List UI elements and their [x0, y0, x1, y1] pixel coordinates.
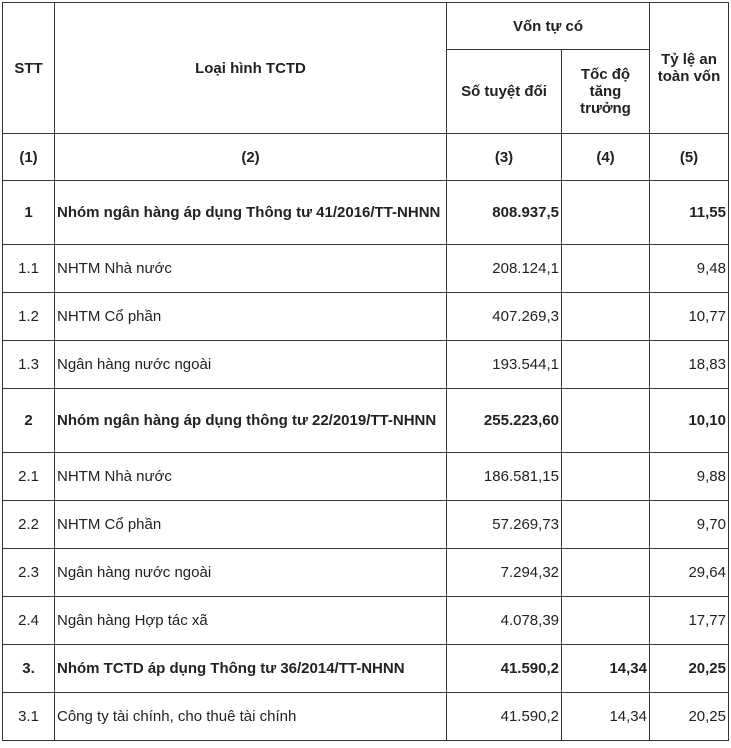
row-name: Ngân hàng nước ngoài: [55, 549, 447, 597]
row-absolute: 57.269,73: [447, 501, 562, 549]
table-row: [3, 501, 729, 549]
row-absolute: 41.590,2: [447, 693, 562, 741]
header-car: Tỷ lệ an toàn vốn: [650, 3, 729, 134]
header-growth: Tốc độ tăng trưởng: [562, 50, 650, 134]
row-stt: 1.2: [3, 293, 55, 341]
row-growth: [562, 389, 650, 453]
column-number: (5): [650, 134, 729, 181]
row-name: Nhóm ngân hàng áp dụng thông tư 22/2019/TT-NHNN: [55, 389, 447, 453]
table-row: [3, 389, 729, 453]
row-growth: [562, 501, 650, 549]
row-name: Nhóm ngân hàng áp dụng Thông tư 41/2016/TT-NHNN: [55, 181, 447, 245]
row-growth: [562, 181, 650, 245]
row-stt: 2.3: [3, 549, 55, 597]
row-name: Nhóm TCTD áp dụng Thông tư 36/2014/TT-NHNN: [55, 645, 447, 693]
header-absolute: Số tuyệt đối: [447, 50, 562, 134]
row-absolute: 186.581,15: [447, 453, 562, 501]
column-number: (1): [3, 134, 55, 181]
row-name: NHTM Cổ phần: [55, 501, 447, 549]
header-type: Loại hình TCTD: [55, 3, 447, 134]
row-growth: [562, 293, 650, 341]
row-growth: [562, 597, 650, 645]
row-car: 17,77: [650, 597, 729, 645]
row-name: Ngân hàng nước ngoài: [55, 341, 447, 389]
row-name: NHTM Nhà nước: [55, 245, 447, 293]
row-name: NHTM Cổ phần: [55, 293, 447, 341]
table-row: [3, 245, 729, 293]
row-growth: [562, 549, 650, 597]
row-car: 20,25: [650, 693, 729, 741]
row-absolute: 255.223,60: [447, 389, 562, 453]
table-row: [3, 181, 729, 245]
capital-adequacy-table: [2, 2, 729, 741]
row-absolute: 193.544,1: [447, 341, 562, 389]
row-absolute: 808.937,5: [447, 181, 562, 245]
row-car: 18,83: [650, 341, 729, 389]
column-number: (4): [562, 134, 650, 181]
column-number: (2): [55, 134, 447, 181]
row-name: NHTM Nhà nước: [55, 453, 447, 501]
row-car: 9,88: [650, 453, 729, 501]
row-stt: 1.3: [3, 341, 55, 389]
header-row-1: [3, 3, 729, 50]
header-capital: Vốn tự có: [447, 3, 650, 50]
row-car: 20,25: [650, 645, 729, 693]
row-growth: [562, 245, 650, 293]
row-name: Công ty tài chính, cho thuê tài chính: [55, 693, 447, 741]
header-stt: STT: [3, 3, 55, 134]
table-row: [3, 645, 729, 693]
row-stt: 1: [3, 181, 55, 245]
column-number-row: [3, 134, 729, 181]
row-stt: 2: [3, 389, 55, 453]
row-car: 10,10: [650, 389, 729, 453]
row-absolute: 4.078,39: [447, 597, 562, 645]
row-stt: 3.: [3, 645, 55, 693]
row-car: 11,55: [650, 181, 729, 245]
row-car: 9,70: [650, 501, 729, 549]
row-car: 9,48: [650, 245, 729, 293]
column-number: (3): [447, 134, 562, 181]
row-stt: 2.4: [3, 597, 55, 645]
row-car: 29,64: [650, 549, 729, 597]
row-stt: 3.1: [3, 693, 55, 741]
table-row: [3, 597, 729, 645]
row-growth: [562, 453, 650, 501]
row-absolute: 208.124,1: [447, 245, 562, 293]
row-growth: 14,34: [562, 693, 650, 741]
row-name: Ngân hàng Hợp tác xã: [55, 597, 447, 645]
row-stt: 2.2: [3, 501, 55, 549]
row-stt: 2.1: [3, 453, 55, 501]
row-growth: 14,34: [562, 645, 650, 693]
row-growth: [562, 341, 650, 389]
table-row: [3, 453, 729, 501]
row-stt: 1.1: [3, 245, 55, 293]
row-absolute: 407.269,3: [447, 293, 562, 341]
table-body: [3, 3, 729, 741]
row-car: 10,77: [650, 293, 729, 341]
row-absolute: 41.590,2: [447, 645, 562, 693]
row-absolute: 7.294,32: [447, 549, 562, 597]
table-row: [3, 293, 729, 341]
table-row: [3, 693, 729, 741]
table-row: [3, 341, 729, 389]
table-row: [3, 549, 729, 597]
